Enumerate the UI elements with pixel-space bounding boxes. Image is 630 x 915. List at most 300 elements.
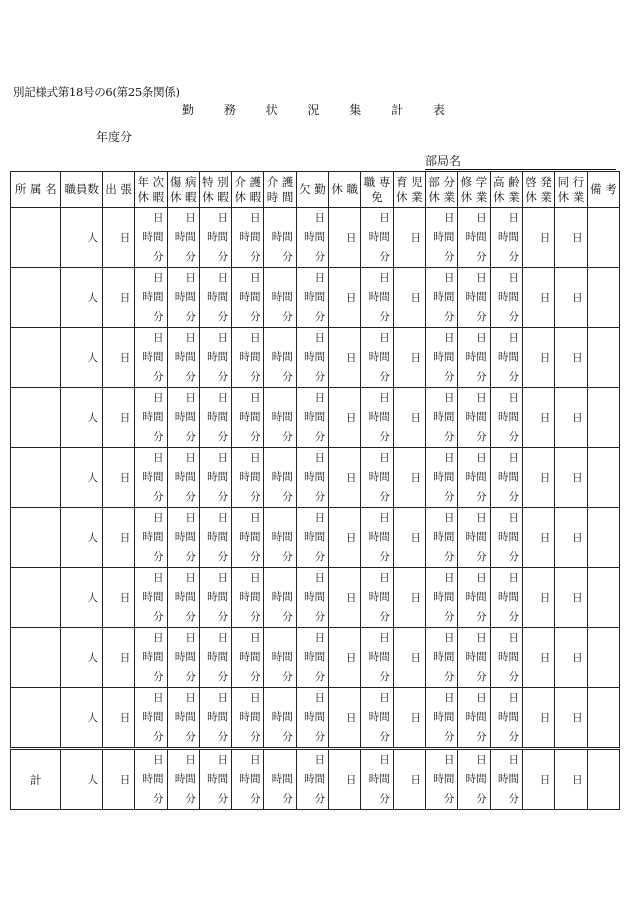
unit-people: 人 [87,774,98,786]
unit-day: 日 [572,774,583,786]
day-cell[interactable] [329,688,361,749]
day-cell[interactable] [102,749,134,810]
day-cell[interactable] [102,688,134,749]
duration-cell[interactable] [135,388,167,448]
day-cell[interactable] [329,268,361,328]
day-cell[interactable] [393,328,425,388]
staff-count-cell[interactable] [61,328,102,388]
unit-day: 日 [119,232,131,244]
unit-hour: 時間 [142,711,164,724]
duration-cell[interactable] [490,688,522,749]
column-header [490,172,522,208]
duration-cell[interactable] [296,328,328,388]
table-row [11,328,620,388]
staff-count-cell[interactable] [61,208,102,268]
unit-day: 日 [508,271,519,284]
unit-hour: 時間 [142,291,164,304]
remarks-cell[interactable] [587,208,619,268]
duration-cell[interactable] [490,208,522,268]
table-row [11,388,620,448]
duration-cell[interactable] [264,448,296,508]
duration-cell[interactable] [135,208,167,268]
duration-cell[interactable] [296,388,328,448]
day-cell[interactable] [522,508,554,568]
unit-day: 日 [119,652,131,664]
duration-cell[interactable] [232,208,264,268]
duration-cell[interactable] [199,508,231,568]
duration-cell[interactable] [135,268,167,328]
duration-cell[interactable] [426,388,458,448]
duration-cell[interactable] [490,388,522,448]
duration-cell[interactable] [296,508,328,568]
unit-day: 日 [249,631,261,644]
day-cell[interactable] [522,388,554,448]
duration-cell[interactable] [232,628,264,688]
duration-cell[interactable] [361,628,393,688]
day-cell[interactable] [522,268,554,328]
duration-cell[interactable] [426,568,458,628]
column-header-line1: 備 考 [589,182,617,196]
unit-hour: 時間 [142,411,164,424]
day-cell[interactable] [393,749,425,810]
department-field[interactable] [425,155,616,170]
unit-minute: 分 [249,792,261,805]
unit-people: 人 [87,412,98,424]
duration-cell[interactable] [232,328,264,388]
day-cell[interactable] [329,328,361,388]
unit-minute: 分 [476,370,487,383]
day-cell[interactable] [555,688,587,749]
duration-cell[interactable] [167,568,199,628]
unit-minute: 分 [314,490,326,503]
day-cell[interactable] [393,448,425,508]
remarks-cell[interactable] [587,628,619,688]
duration-cell[interactable] [199,208,231,268]
duration-cell[interactable] [296,208,328,268]
unit-hour: 時間 [433,531,455,544]
day-cell[interactable] [522,328,554,388]
unit-day: 日 [217,211,229,224]
duration-cell[interactable] [361,688,393,749]
day-cell[interactable] [329,628,361,688]
column-header-line1: 同 行 [557,174,585,189]
day-cell[interactable] [522,628,554,688]
unit-day: 日 [153,211,164,224]
unit-day: 日 [153,271,164,284]
unit-minute: 分 [476,792,487,805]
unit-day: 日 [153,391,164,404]
duration-cell[interactable] [135,688,167,749]
staff-count-cell[interactable] [61,508,102,568]
duration-cell[interactable] [361,268,393,328]
remarks-cell[interactable] [587,508,619,568]
affiliation-cell[interactable] [11,508,61,568]
unit-minute: 分 [249,310,261,323]
staff-count-cell[interactable] [61,448,102,508]
day-cell[interactable] [555,568,587,628]
day-cell[interactable] [393,568,425,628]
column-header-line1: 啓 発 [525,174,552,189]
unit-hour: 時間 [465,351,487,364]
day-cell[interactable] [102,208,134,268]
unit-day [264,388,295,408]
unit-minute: 分 [153,490,164,503]
column-header [135,172,167,208]
day-cell[interactable] [102,508,134,568]
unit-hour: 時間 [239,231,261,244]
duration-cell[interactable] [232,388,264,448]
duration-cell[interactable] [490,508,522,568]
duration-cell[interactable] [458,508,490,568]
unit-day: 日 [345,472,357,484]
unit-hour: 時間 [304,351,326,364]
unit-day: 日 [410,652,422,664]
duration-cell[interactable] [135,628,167,688]
affiliation-cell[interactable] [11,628,61,688]
duration-cell[interactable] [458,208,490,268]
unit-people: 人 [87,712,98,724]
attendance-summary-table [10,171,620,810]
staff-count-cell[interactable] [61,628,102,688]
unit-day: 日 [314,271,326,284]
unit-day: 日 [539,532,551,544]
staff-count-cell[interactable] [61,388,102,448]
unit-minute: 分 [282,550,293,563]
unit-day [264,568,295,588]
column-header-line1: 傷 病 [169,174,197,189]
unit-day: 日 [508,691,519,704]
day-cell[interactable] [329,448,361,508]
duration-cell[interactable] [458,388,490,448]
day-cell[interactable] [522,749,554,810]
duration-cell[interactable] [296,568,328,628]
unit-day: 日 [539,592,551,604]
staff-count-cell[interactable] [61,749,102,810]
remarks-cell[interactable] [587,568,619,628]
duration-cell[interactable] [490,749,522,810]
day-cell[interactable] [522,208,554,268]
unit-minute: 分 [443,430,455,443]
day-cell[interactable] [102,568,134,628]
affiliation-cell[interactable] [11,568,61,628]
unit-minute: 分 [379,610,390,623]
duration-cell[interactable] [458,749,490,810]
remarks-cell[interactable] [587,448,619,508]
day-cell[interactable] [555,508,587,568]
remarks-cell[interactable] [587,268,619,328]
unit-day: 日 [314,691,326,704]
duration-cell[interactable] [264,328,296,388]
unit-hour: 時間 [271,291,293,304]
duration-cell[interactable] [458,628,490,688]
unit-minute: 分 [185,490,196,503]
unit-hour: 時間 [433,471,455,484]
unit-day: 日 [249,691,261,704]
unit-day: 日 [443,391,455,404]
unit-minute: 分 [185,670,196,683]
form-caption: 別記様式第18号の6(第25条関係) [13,85,180,99]
day-cell[interactable] [555,328,587,388]
duration-cell[interactable] [264,208,296,268]
duration-cell[interactable] [135,508,167,568]
remarks-cell[interactable] [587,328,619,388]
duration-cell[interactable] [490,448,522,508]
day-cell[interactable] [393,208,425,268]
unit-day: 日 [345,532,357,544]
duration-cell[interactable] [167,268,199,328]
day-cell[interactable] [102,268,134,328]
unit-day: 日 [345,592,357,604]
day-cell[interactable] [555,388,587,448]
unit-minute: 分 [476,670,487,683]
unit-minute: 分 [508,490,519,503]
unit-hour: 時間 [465,773,487,786]
unit-day: 日 [572,292,583,304]
unit-hour: 時間 [174,773,196,786]
duration-cell[interactable] [426,448,458,508]
unit-hour: 時間 [174,531,196,544]
day-cell[interactable] [329,749,361,810]
unit-day: 日 [185,753,196,766]
duration-cell[interactable] [232,448,264,508]
duration-cell[interactable] [232,568,264,628]
duration-cell[interactable] [490,268,522,328]
unit-minute: 分 [185,550,196,563]
duration-cell[interactable] [458,328,490,388]
duration-cell[interactable] [199,328,231,388]
unit-hour: 時間 [142,531,164,544]
unit-day: 日 [119,774,131,786]
duration-cell[interactable] [296,448,328,508]
staff-count-cell[interactable] [61,688,102,749]
duration-cell[interactable] [490,628,522,688]
unit-people: 人 [87,472,98,484]
unit-day: 日 [217,331,229,344]
unit-day: 日 [153,331,164,344]
column-header-line1: 部 分 [428,174,455,189]
unit-day: 日 [476,571,487,584]
unit-day: 日 [119,712,131,724]
duration-cell[interactable] [264,508,296,568]
duration-cell[interactable] [264,749,296,810]
duration-cell[interactable] [458,688,490,749]
duration-cell[interactable] [361,508,393,568]
affiliation-cell[interactable] [11,388,61,448]
day-cell[interactable] [555,749,587,810]
unit-hour: 時間 [497,471,519,484]
column-header-line1: 介 護 [234,174,262,189]
duration-cell[interactable] [264,268,296,328]
column-header-line2: 休 暇 [202,189,229,204]
duration-cell[interactable] [426,328,458,388]
remarks-cell[interactable] [587,749,619,810]
staff-count-cell[interactable] [61,568,102,628]
affiliation-cell[interactable] [11,328,61,388]
duration-cell[interactable] [490,568,522,628]
affiliation-cell[interactable] [11,688,61,749]
unit-day [264,448,295,468]
day-cell[interactable] [102,388,134,448]
unit-minute: 分 [443,370,455,383]
duration-cell[interactable] [232,268,264,328]
duration-cell[interactable] [490,328,522,388]
duration-cell[interactable] [264,628,296,688]
duration-cell[interactable] [199,448,231,508]
unit-hour: 時間 [207,351,229,364]
day-cell[interactable] [555,628,587,688]
unit-minute: 分 [379,250,390,263]
duration-cell[interactable] [135,749,167,810]
staff-count-cell[interactable] [61,268,102,328]
unit-hour: 時間 [433,291,455,304]
unit-hour: 時間 [174,651,196,664]
duration-cell[interactable] [264,568,296,628]
affiliation-cell[interactable] [11,208,61,268]
unit-day: 日 [185,391,196,404]
unit-day: 日 [443,211,455,224]
unit-day: 日 [476,451,487,464]
unit-hour: 時間 [239,411,261,424]
day-cell[interactable] [555,448,587,508]
unit-minute: 分 [508,370,519,383]
unit-day: 日 [379,511,390,524]
duration-cell[interactable] [135,568,167,628]
duration-cell[interactable] [167,749,199,810]
duration-cell[interactable] [232,749,264,810]
unit-day: 日 [379,391,390,404]
duration-cell[interactable] [361,448,393,508]
duration-cell[interactable] [426,749,458,810]
affiliation-cell[interactable] [11,268,61,328]
unit-day: 日 [572,232,583,244]
day-cell[interactable] [102,628,134,688]
unit-day: 日 [153,511,164,524]
duration-cell[interactable] [426,268,458,328]
day-cell[interactable] [393,388,425,448]
duration-cell[interactable] [167,508,199,568]
duration-cell[interactable] [199,688,231,749]
unit-day: 日 [539,412,551,424]
duration-cell[interactable] [361,568,393,628]
total-label: 計 [29,772,42,787]
duration-cell[interactable] [361,328,393,388]
duration-cell[interactable] [296,688,328,749]
unit-minute: 分 [185,730,196,743]
day-cell[interactable] [329,208,361,268]
day-cell[interactable] [555,268,587,328]
unit-hour: 時間 [174,471,196,484]
unit-minute: 分 [476,490,487,503]
unit-minute: 分 [153,310,164,323]
day-cell[interactable] [522,568,554,628]
duration-cell[interactable] [458,568,490,628]
column-header [426,172,458,208]
duration-cell[interactable] [458,268,490,328]
unit-hour: 時間 [239,711,261,724]
day-cell[interactable] [102,328,134,388]
unit-day: 日 [572,532,583,544]
unit-day: 日 [345,232,357,244]
affiliation-cell[interactable] [11,448,61,508]
duration-cell[interactable] [167,688,199,749]
unit-hour: 時間 [174,711,196,724]
unit-hour: 時間 [271,651,293,664]
duration-cell[interactable] [167,388,199,448]
unit-hour: 時間 [368,651,390,664]
column-header-line1: 所 属 名 [14,182,57,196]
duration-cell[interactable] [361,208,393,268]
duration-cell[interactable] [232,508,264,568]
duration-cell[interactable] [426,628,458,688]
unit-hour: 時間 [465,471,487,484]
duration-cell[interactable] [135,328,167,388]
day-cell[interactable] [522,688,554,749]
day-cell[interactable] [393,508,425,568]
unit-hour: 時間 [433,351,455,364]
affiliation-cell[interactable] [11,749,61,810]
unit-minute: 分 [379,310,390,323]
duration-cell[interactable] [296,749,328,810]
day-cell[interactable] [393,268,425,328]
unit-minute: 分 [508,792,519,805]
day-cell[interactable] [522,448,554,508]
unit-hour: 時間 [207,591,229,604]
duration-cell[interactable] [199,388,231,448]
duration-cell[interactable] [199,628,231,688]
duration-cell[interactable] [167,208,199,268]
day-cell[interactable] [329,388,361,448]
duration-cell[interactable] [135,448,167,508]
day-cell[interactable] [393,688,425,749]
unit-minute: 分 [217,250,229,263]
duration-cell[interactable] [361,749,393,810]
duration-cell[interactable] [296,268,328,328]
remarks-cell[interactable] [587,388,619,448]
duration-cell[interactable] [232,688,264,749]
unit-day: 日 [217,451,229,464]
unit-day: 日 [443,691,455,704]
day-cell[interactable] [393,628,425,688]
remarks-cell[interactable] [587,688,619,749]
unit-day: 日 [443,753,455,766]
unit-day: 日 [572,352,583,364]
duration-cell[interactable] [199,268,231,328]
unit-hour: 時間 [304,231,326,244]
duration-cell[interactable] [199,568,231,628]
unit-minute: 分 [249,550,261,563]
duration-cell[interactable] [167,328,199,388]
unit-hour: 時間 [207,651,229,664]
duration-cell[interactable] [264,388,296,448]
duration-cell[interactable] [426,208,458,268]
unit-hour: 時間 [207,291,229,304]
duration-cell[interactable] [167,448,199,508]
duration-cell[interactable] [426,508,458,568]
duration-cell[interactable] [167,628,199,688]
unit-day: 日 [345,652,357,664]
duration-cell[interactable] [264,688,296,749]
duration-cell[interactable] [199,749,231,810]
duration-cell[interactable] [458,448,490,508]
day-cell[interactable] [329,508,361,568]
duration-cell[interactable] [361,388,393,448]
unit-hour: 時間 [368,773,390,786]
duration-cell[interactable] [296,628,328,688]
day-cell[interactable] [329,568,361,628]
duration-cell[interactable] [426,688,458,749]
day-cell[interactable] [102,448,134,508]
day-cell[interactable] [555,208,587,268]
